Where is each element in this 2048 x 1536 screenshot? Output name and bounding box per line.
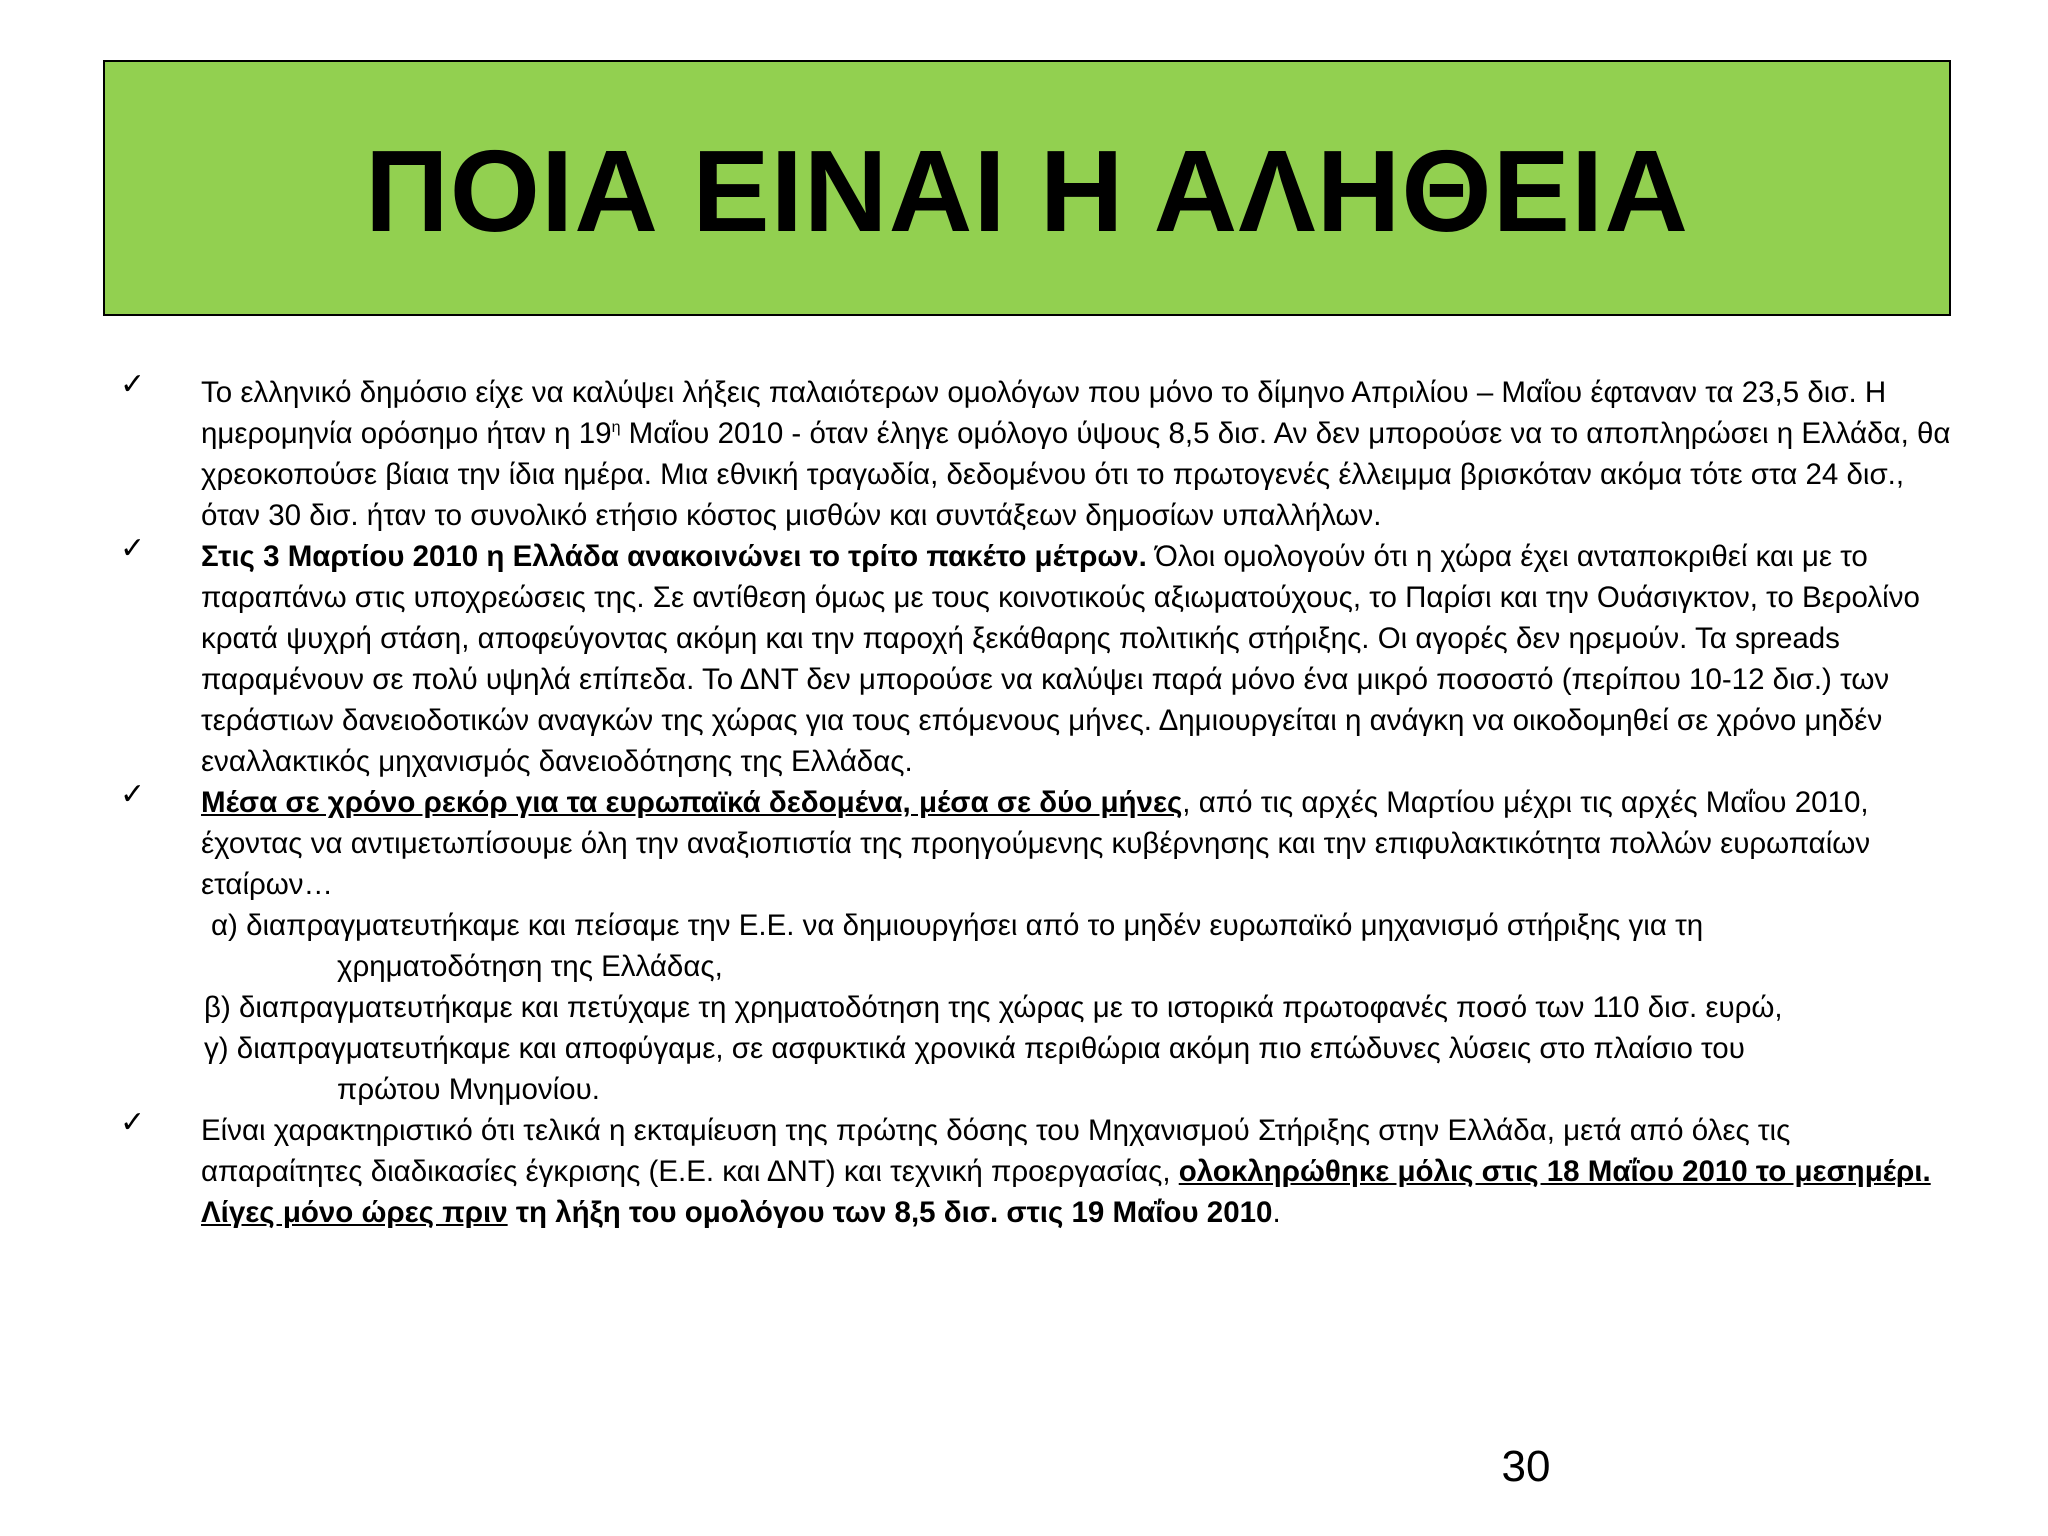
sub-item-b — [201, 987, 1960, 1028]
bullet-1-text: Το ελληνικό δημόσιο είχε να καλύψει λήξεις παλαιότερων ομολόγων που μόνο το δίμηνο Απριλίου – Μαΐου έφταναν τα 23,5 δισ. Η ημερομηνία ορόσημο ήταν η 19 — [201, 376, 1887, 450]
bullet-item-1 — [120, 367, 1960, 536]
check-mark-icon: ✓ — [120, 1105, 146, 1140]
sub-item-c — [201, 1028, 1960, 1110]
check-mark-icon: ✓ — [120, 777, 146, 812]
check-mark-icon: ✓ — [120, 367, 146, 402]
sub-item-c-line-1: γ) διαπραγματευτήκαμε και αποφύγαμε, σε ασφυκτικά χρονικά περιθώρια ακόμη πιο επώδυνες λύσεις στο πλαίσιο του — [204, 1032, 1745, 1065]
bullet-item-4 — [120, 1105, 1960, 1233]
bullet-4-bold: τη λήξη του ομολόγου των 8,5 δισ. στις 19 Μαΐου 2010 — [507, 1196, 1273, 1229]
bullet-3-text: , από τις αρχές Μαρτίου μέχρι τις αρχές Μαΐου 2010, έχοντας να αντιμετωπίσουμε όλη την αναξιοπιστία της προηγούμενης κυβέρνησης και την επιφυλακτικότητα πολλών ευρωπαίων εταίρων… — [201, 786, 1871, 901]
sub-item-c-line-2: πρώτου Μνημονίου. — [337, 1073, 600, 1106]
sub-item-a — [201, 905, 1960, 987]
sub-item-b-text: β) διαπραγματευτήκαμε και πετύχαμε τη χρηματοδότηση της χώρας με το ιστορικά πρωτοφανές ποσό των 110 δισ. ευρώ, — [204, 991, 1783, 1024]
bullet-2-bold: Στις 3 Μαρτίου 2010 η Ελλάδα ανακοινώνει το τρίτο πακέτο μέτρων. — [201, 540, 1147, 573]
bullet-4-bold-underline: ολοκληρώθηκε μόλις στις 18 Μαΐου 2010 το μεσημέρι. Λίγες μόνο ώρες πριν — [201, 1155, 1931, 1229]
bullet-4-end: . — [1272, 1196, 1281, 1229]
bullet-list — [120, 367, 1960, 1233]
bullet-2-text: Όλοι ομολογούν ότι η χώρα έχει ανταποκριθεί και με το παραπάνω στις υποχρεώσεις της. Σε αντίθεση όμως με τους κοινοτικούς αξιωματούχους, το Παρίσι και την Ουάσιγκτον, το Βερολίνο κρατά ψυχρή στάση, αποφεύγοντας ακόμη και την παροχή ξεκάθαρης πολιτικής στήριξης. Οι αγορές δεν ηρεμούν. Τα spreads παραμένουν σε πολύ υψηλά επίπεδα. Το ΔΝΤ δεν μπορούσε να καλύψει παρά μόνο ένα μικρό ποσοστό (περίπου 10-12 δισ.) των τεράστιων δανειοδοτικών αναγκών της χώρας για τους επόμενους μήνες. Δημιουργείται η ανάγκη να οικοδομηθεί σε χρόνο μηδέν εναλλακτικός μηχανισμός δανειοδότησης της Ελλάδας. — [201, 540, 1920, 778]
title-box — [103, 60, 1951, 316]
sub-item-a-line-1: α) διαπραγματευτήκαμε και πείσαμε την Ε.Ε. να δημιουργήσει από το μηδέν ευρωπαϊκό μηχανισμό στήριξης για τη — [211, 909, 1704, 942]
sub-item-a-line-2: χρηματοδότηση της Ελλάδας, — [337, 950, 723, 983]
bullet-item-2 — [120, 531, 1960, 782]
bullet-1-text-cont: Μαΐου 2010 - όταν έληγε ομόλογο ύψους 8,5 δισ. Αν δεν μπορούσε να το αποπληρώσει η Ελλάδα, θα χρεοκοπούσε βίαια την ίδια ημέρα. Μια εθνική τραγωδία, δεδομένου ότι το πρωτογενές έλλειμμα βρισκόταν ακόμα τότε στα 24 δισ., όταν 30 δισ. ήταν το συνολικό ετήσιο κόστος μισθών και συντάξεων δημοσίων υπαλλήλων. — [201, 417, 1951, 532]
bullet-4-text: Είναι χαρακτηριστικό ότι τελικά η εκταμίευση της πρώτης δόσης του Μηχανισμού Στήριξης στην Ελλάδα, μετά από όλες τις απαραίτητες διαδικασίες έγκρισης (Ε.Ε. και ΔΝΤ) και τεχνική προεργασίας, — [201, 1114, 1791, 1188]
bullet-3-bold-underline: Μέσα σε χρόνο ρεκόρ για τα ευρωπαϊκά δεδομένα, μέσα σε δύο μήνες — [201, 786, 1183, 819]
check-mark-icon: ✓ — [120, 531, 146, 566]
bullet-1-superscript: η — [611, 419, 621, 437]
slide-title: ΠΟΙΑ ΕΙΝΑΙ Η ΑΛΗΘΕΙΑ — [364, 126, 1690, 256]
page-number: 30 — [1501, 1442, 1551, 1491]
bullet-item-3 — [120, 777, 1960, 1110]
